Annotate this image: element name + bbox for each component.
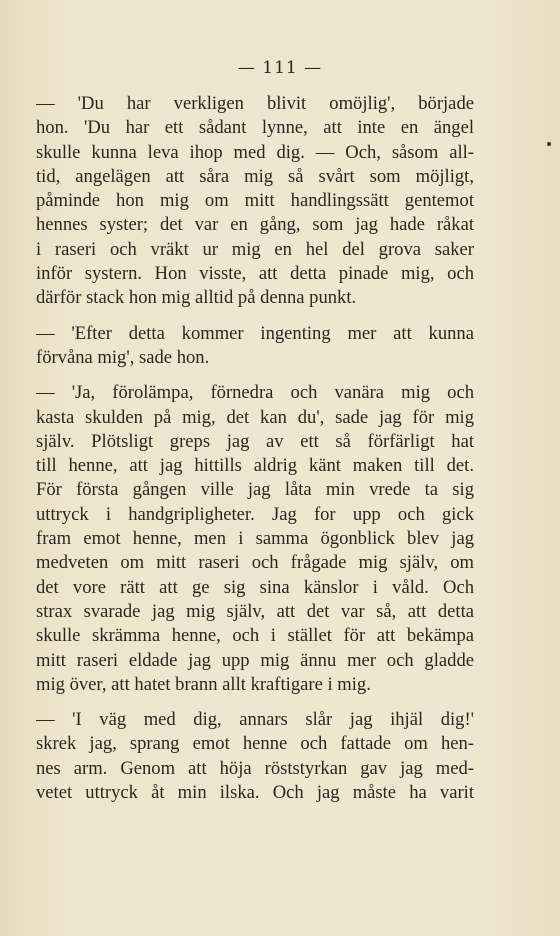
text-line: medveten om mitt raseri och frågade mig själv, om <box>36 552 474 574</box>
body-text <box>36 92 474 816</box>
page-number: — 111 — <box>237 58 323 78</box>
text-line: till henne, att jag hittills aldrig känt maken till det. <box>36 455 474 477</box>
text-line: — 'I väg med dig, annars slår jag ihjäl dig!' <box>36 709 474 731</box>
paragraph <box>36 381 474 697</box>
text-line: vetet uttryck åt min ilska. Och jag måste ha varit <box>36 782 474 804</box>
text-line: För första gången ville jag låta min vrede ta sig <box>36 479 474 501</box>
text-line: nes arm. Genom att höja röststyrkan gav jag med- <box>36 757 474 779</box>
text-line: mitt raseri eldade jag upp mig ännu mer och gladde <box>36 649 474 671</box>
text-line: skulle skrämma henne, och i stället för att bekämpa <box>36 625 474 647</box>
text-line: skrek jag, sprang emot henne och fattade om hen- <box>36 733 474 755</box>
text-line: skulle kunna leva ihop med dig. — Och, såsom all- <box>36 141 474 163</box>
paragraph <box>36 708 474 805</box>
text-line: strax svarade jag mig själv, att det var så, att detta <box>36 600 474 622</box>
paragraph <box>36 322 474 371</box>
text-line: själv. Plötsligt greps jag av ett så förfärligt hat <box>36 430 474 452</box>
text-line: inför systern. Hon visste, att detta pinade mig, och <box>36 263 474 285</box>
paper-speck <box>547 142 551 146</box>
text-line: i raseri och vräkt ur mig en hel del grova saker <box>36 238 474 260</box>
text-line: — 'Du har verkligen blivit omöjlig', började <box>36 93 474 114</box>
text-line: — 'Ja, förolämpa, förnedra och vanära mig och <box>36 382 474 404</box>
text-line: det vore rätt att ge sig sina känslor i våld. Och <box>36 576 474 598</box>
text-line: uttryck i handgripligheter. Jag for upp och gick <box>36 503 474 525</box>
text-line: fram emot henne, men i samma ögonblick blev jag <box>36 528 474 550</box>
text-line: — 'Efter detta kommer ingenting mer att kunna <box>36 322 474 344</box>
paragraph <box>36 92 474 311</box>
text-line: förvåna mig', sade hon. <box>36 346 210 368</box>
text-line: därför stack hon mig alltid på denna punkt. <box>36 287 357 309</box>
text-line: tid, angelägen att såra mig så svårt som möjligt, <box>36 165 474 187</box>
text-line: påminde hon mig om mitt handlingssätt gentemot <box>36 190 474 212</box>
text-line: hon. 'Du har ett sådant lynne, att inte en ängel <box>36 117 474 139</box>
text-line: hennes syster; det var en gång, som jag hade råkat <box>36 214 474 236</box>
text-line: kasta skulden på mig, det kan du', sade jag för mig <box>36 406 474 428</box>
text-line: mig över, att hatet brann allt kraftigare i mig. <box>36 673 371 695</box>
